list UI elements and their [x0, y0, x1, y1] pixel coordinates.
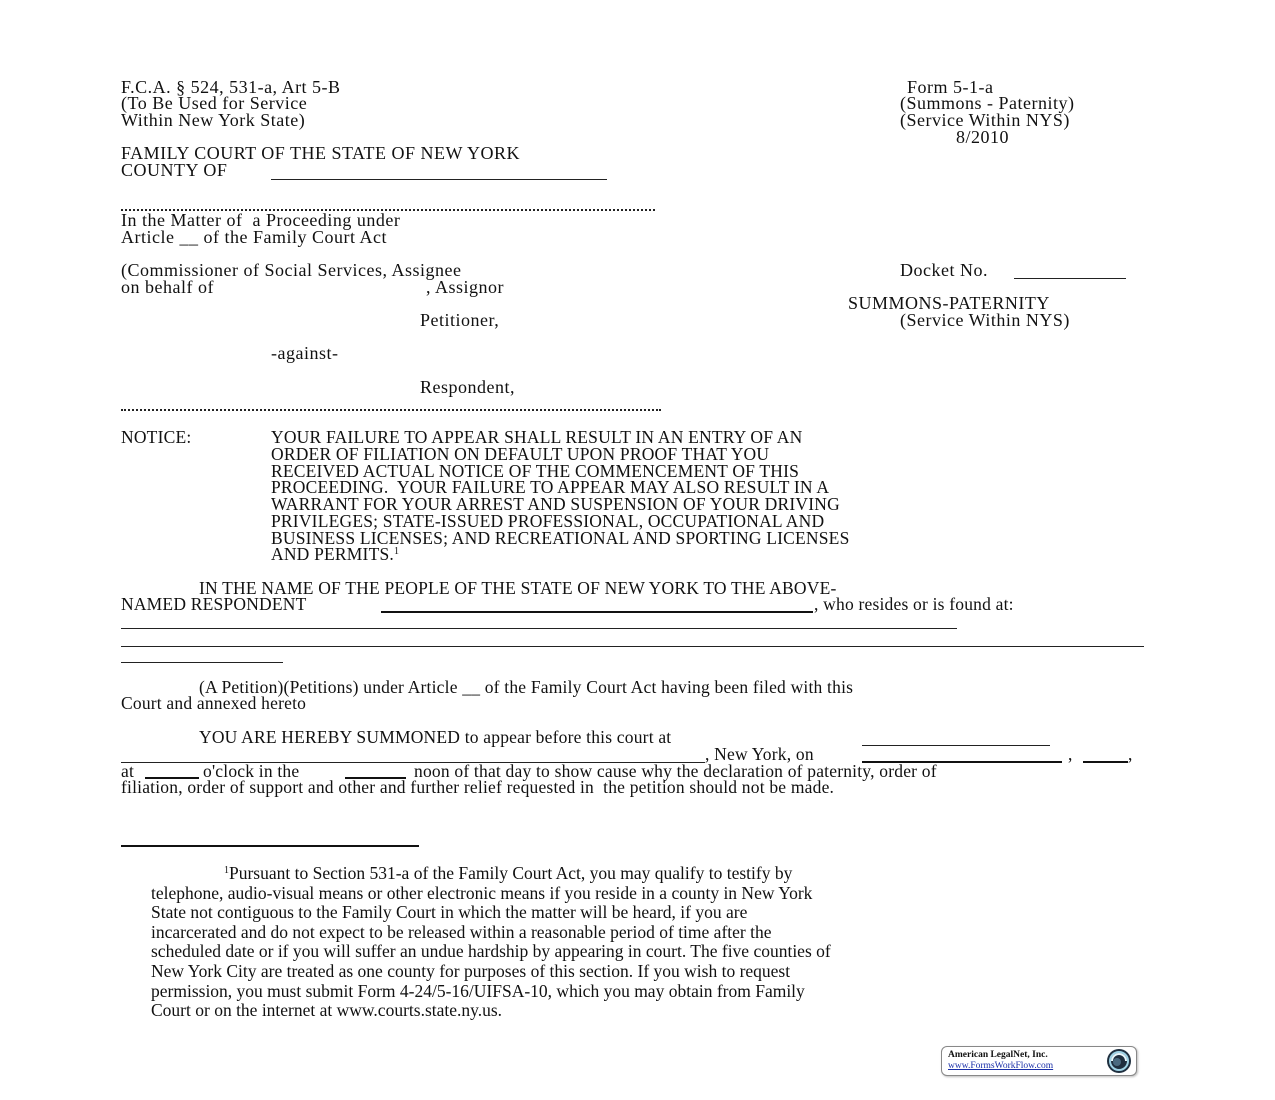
notice-line: WARRANT FOR YOUR ARREST AND SUSPENSION OF YOUR DRIVING — [271, 494, 840, 514]
form-service: (Service Within NYS) — [900, 110, 1070, 130]
caption-divider-bottom — [121, 409, 661, 411]
revision-date: 8/2010 — [956, 127, 1010, 147]
appearance-year-field[interactable] — [1083, 761, 1128, 763]
footnote-line: telephone, audio-visual means or other electronic means if you reside in a county in New York — [151, 883, 813, 903]
footnote-line: incarcerated and do not expect to be released within a reasonable period of time after the — [151, 922, 772, 942]
document-title: SUMMONS-PATERNITY — [848, 293, 1050, 313]
people-line2-prefix: NAMED RESPONDENT — [121, 594, 307, 614]
summoned-line3-rest: noon of that day to show cause why the declaration of paternity, order of — [414, 761, 937, 781]
court-location-field[interactable] — [862, 745, 1050, 746]
notice-text: AND PERMITS. — [271, 544, 394, 564]
footnote-line: scheduled date or if you will suffer an undue hardship by appearing in court. The five counties of — [151, 941, 831, 961]
notice-line: RECEIVED ACTUAL NOTICE OF THE COMMENCEMENT OF THIS — [271, 461, 800, 481]
comma: , — [1128, 744, 1133, 764]
footnote-marker: 1 — [224, 865, 229, 876]
petitioner-label: Petitioner, — [420, 310, 500, 330]
court-name: FAMILY COURT OF THE STATE OF NEW YORK — [121, 143, 521, 163]
notice-line: YOUR FAILURE TO APPEAR SHALL RESULT IN AN ENTRY OF AN — [271, 427, 803, 447]
badge-company: American LegalNet, Inc. — [948, 1050, 1048, 1060]
usage-note-line1: (To Be Used for Service — [121, 93, 308, 113]
respondent-name-field[interactable] — [381, 611, 813, 613]
summoned-at: at — [121, 761, 135, 781]
notice-line-last — [271, 546, 399, 563]
petition-line2: Court and annexed hereto — [121, 693, 307, 713]
footnote-line: permission, you must submit Form 4-24/5-16/UIFSA-10, which you may obtain from Family — [151, 981, 805, 1001]
address-field-line2[interactable] — [121, 646, 1144, 647]
docket-number-field[interactable] — [1014, 278, 1126, 279]
county-label: COUNTY OF — [121, 160, 233, 180]
notice-label: NOTICE: — [121, 427, 192, 447]
matter-line1: In the Matter of a Proceeding under — [121, 210, 401, 230]
statute-reference: F.C.A. § 524, 531-a, Art 5-B — [121, 77, 341, 97]
respondent-label: Respondent, — [420, 377, 515, 397]
notice-line: BUSINESS LICENSES; AND RECREATIONAL AND SPORTING LICENSES — [271, 528, 850, 548]
summoned-oclock: o'clock in the — [203, 761, 300, 781]
footnote-first-line — [224, 864, 792, 884]
usage-note-line2: Within New York State) — [121, 110, 306, 130]
footnote-text: Pursuant to Section 531-a of the Family Court Act, you may qualify to testify by — [229, 863, 793, 883]
county-field[interactable] — [271, 179, 607, 180]
assignor-label: , Assignor — [426, 277, 505, 297]
american-legalnet-badge[interactable] — [941, 1046, 1137, 1076]
notice-line: PROCEEDING. YOUR FAILURE TO APPEAR MAY ALSO RESULT IN A — [271, 477, 830, 497]
matter-line2: Article __ of the Family Court Act — [121, 227, 387, 247]
commissioner-line2: on behalf of — [121, 277, 214, 297]
globe-logo-icon — [1106, 1048, 1132, 1074]
summoned-line2-mid: , New York, on — [705, 744, 814, 764]
form-number: Form 5-1-a — [907, 77, 994, 97]
badge-url-link[interactable]: www.FormsWorkFlow.com — [948, 1061, 1054, 1071]
petition-line1: (A Petition)(Petitions) under Article __ of the Family Court Act having been filed with this — [199, 677, 854, 697]
summoned-line1: YOU ARE HEREBY SUMMONED to appear before this court at — [199, 727, 672, 747]
address-field-line3[interactable] — [121, 662, 283, 663]
notice-line: PRIVILEGES; STATE-ISSUED PROFESSIONAL, OCCUPATIONAL AND — [271, 511, 825, 531]
people-line1: IN THE NAME OF THE PEOPLE OF THE STATE OF NEW YORK TO THE ABOVE- — [199, 578, 837, 598]
footnote-line: New York City are treated as one county for purposes of this section. If you wish to request — [151, 961, 791, 981]
footnote-separator — [121, 845, 419, 847]
against-label: -against- — [271, 343, 339, 363]
commissioner-line1: (Commissioner of Social Services, Assignee — [121, 260, 462, 280]
footnote-line: Court or on the internet at www.courts.state.ny.us. — [151, 1000, 503, 1020]
footnote-line: State not contiguous to the Family Court in which the matter will be heard, if you are — [151, 902, 748, 922]
form-type: (Summons - Paternity) — [900, 93, 1075, 113]
address-field-line1[interactable] — [121, 628, 957, 629]
comma: , — [1068, 744, 1073, 764]
notice-line: ORDER OF FILIATION ON DEFAULT UPON PROOF THAT YOU — [271, 444, 770, 464]
summoned-line4: filiation, order of support and other and further relief requested in the petition should not be made. — [121, 777, 835, 797]
people-line2-suffix: , who resides or is found at: — [814, 594, 1014, 614]
document-subtitle: (Service Within NYS) — [900, 310, 1070, 330]
footnote-ref: 1 — [393, 546, 400, 557]
docket-label: Docket No. — [900, 260, 988, 280]
